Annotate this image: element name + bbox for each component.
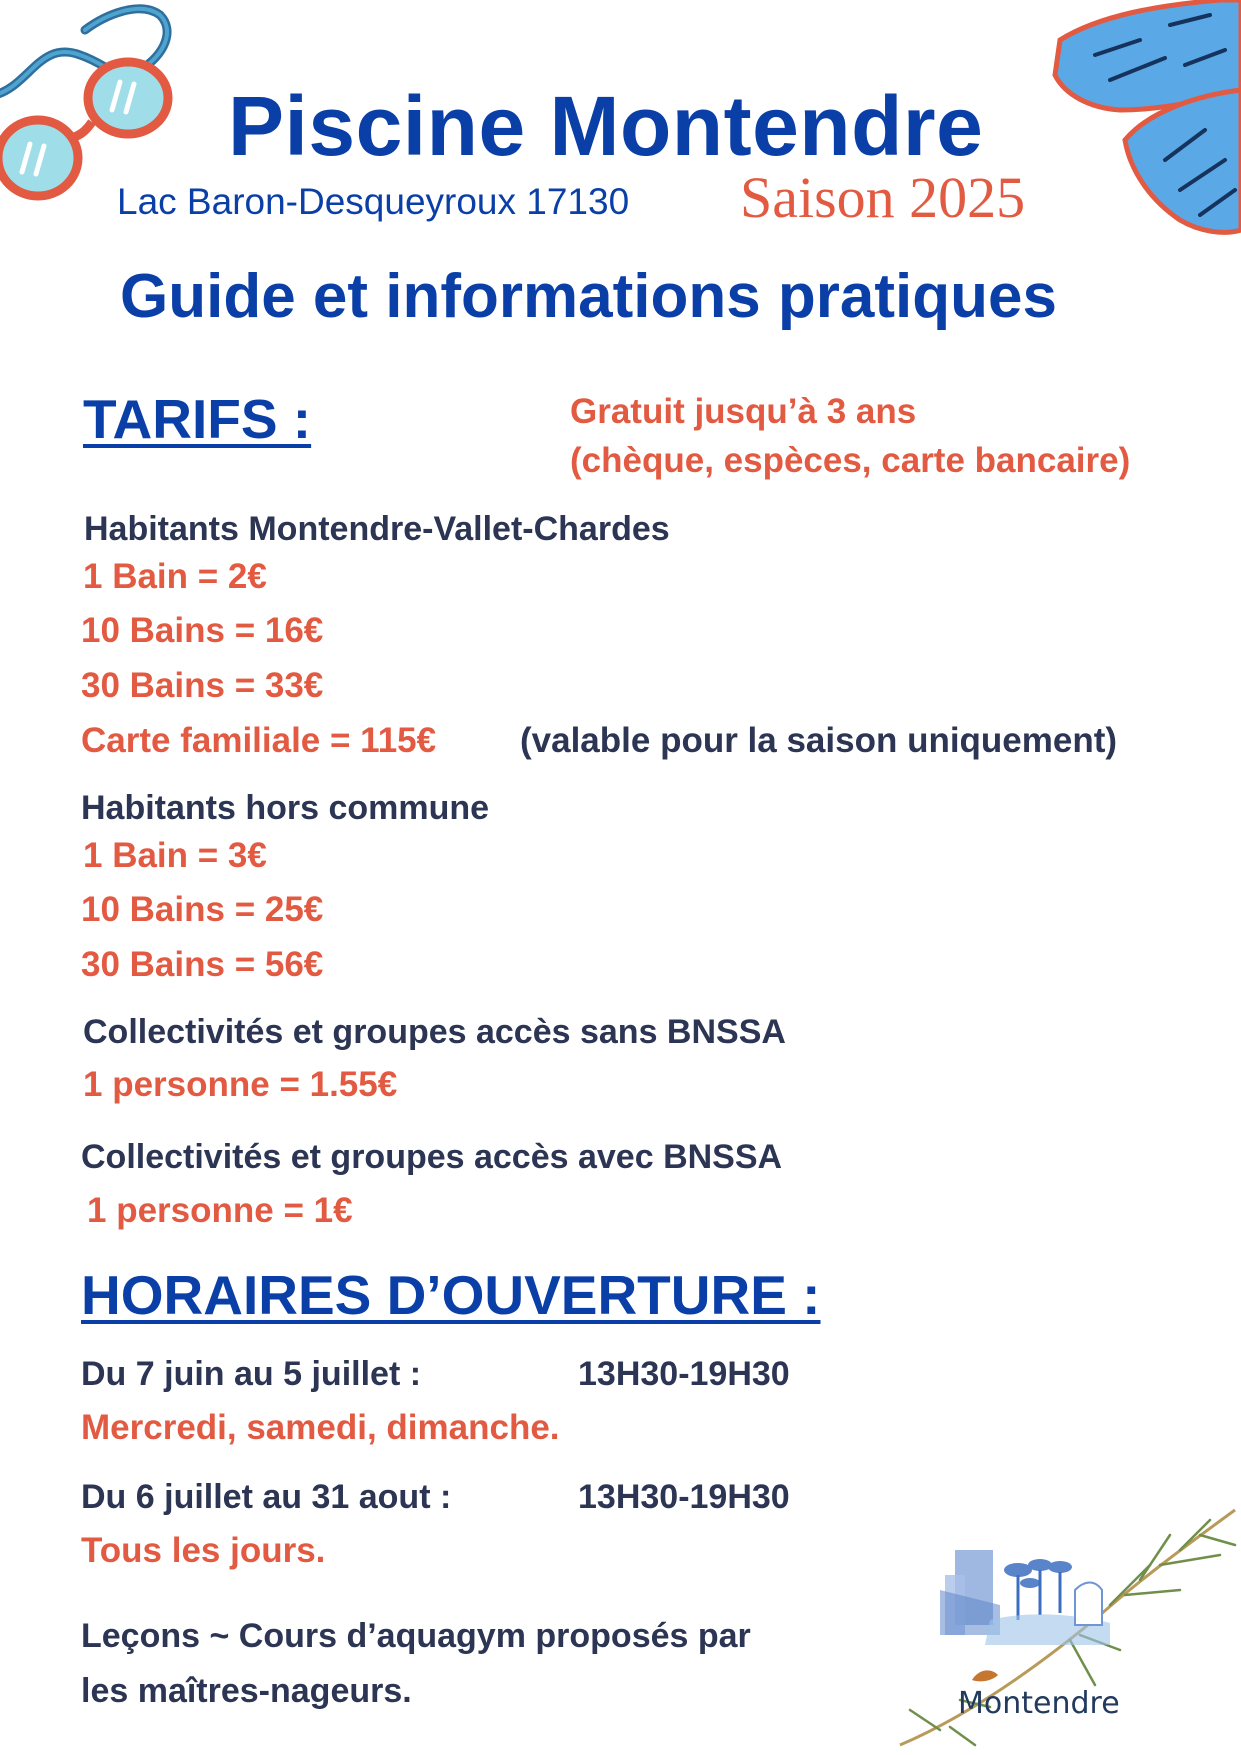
validity-note: (valable pour la saison uniquement)	[520, 721, 1118, 760]
price-item: 10 Bains = 16€	[81, 611, 324, 650]
tarifs-heading: TARIFS :	[83, 388, 312, 450]
payment-note: (chèque, espèces, carte bancaire)	[570, 441, 1131, 480]
group-label-no-bnssa: Collectivités et groupes accès sans BNSSA	[83, 1013, 786, 1051]
page-title: Piscine Montendre	[228, 79, 984, 173]
montendre-logo	[880, 1495, 1241, 1755]
price-item: 1 personne = 1€	[87, 1191, 353, 1230]
price-item: 1 Bain = 3€	[83, 836, 267, 875]
free-note: Gratuit jusqu’à 3 ans	[570, 392, 917, 431]
flippers-icon	[1040, 0, 1241, 240]
lessons-text: Leçons ~ Cours d’aquagym proposés par	[81, 1617, 751, 1655]
period-days: Mercredi, samedi, dimanche.	[81, 1408, 560, 1447]
price-item: 1 Bain = 2€	[83, 557, 267, 596]
price-item: 10 Bains = 25€	[81, 890, 324, 929]
period-hours: 13H30-19H30	[578, 1355, 790, 1393]
address: Lac Baron-Desqueyroux 17130	[117, 181, 630, 222]
price-item: 1 personne = 1.55€	[83, 1065, 398, 1104]
period-days: Tous les jours.	[81, 1531, 326, 1570]
group-label-outside: Habitants hors commune	[81, 789, 490, 827]
price-item: 30 Bains = 33€	[81, 666, 324, 705]
horaires-heading: HORAIRES D’OUVERTURE :	[81, 1264, 821, 1326]
group-label-with-bnssa: Collectivités et groupes accès avec BNSSA	[81, 1138, 783, 1176]
period-hours: 13H30-19H30	[578, 1478, 790, 1516]
guide-title: Guide et informations pratiques	[120, 262, 1057, 331]
group-label-residents: Habitants Montendre-Vallet-Chardes	[84, 510, 670, 548]
lessons-text: les maîtres-nageurs.	[81, 1672, 412, 1710]
price-item: Carte familiale = 115€	[81, 721, 437, 760]
period-dates: Du 7 juin au 5 juillet :	[81, 1355, 422, 1393]
season-label: Saison 2025	[740, 165, 1026, 230]
logo-text: Montendre	[958, 1686, 1120, 1721]
period-dates: Du 6 juillet au 31 aout :	[81, 1478, 452, 1516]
price-item: 30 Bains = 56€	[81, 945, 324, 984]
